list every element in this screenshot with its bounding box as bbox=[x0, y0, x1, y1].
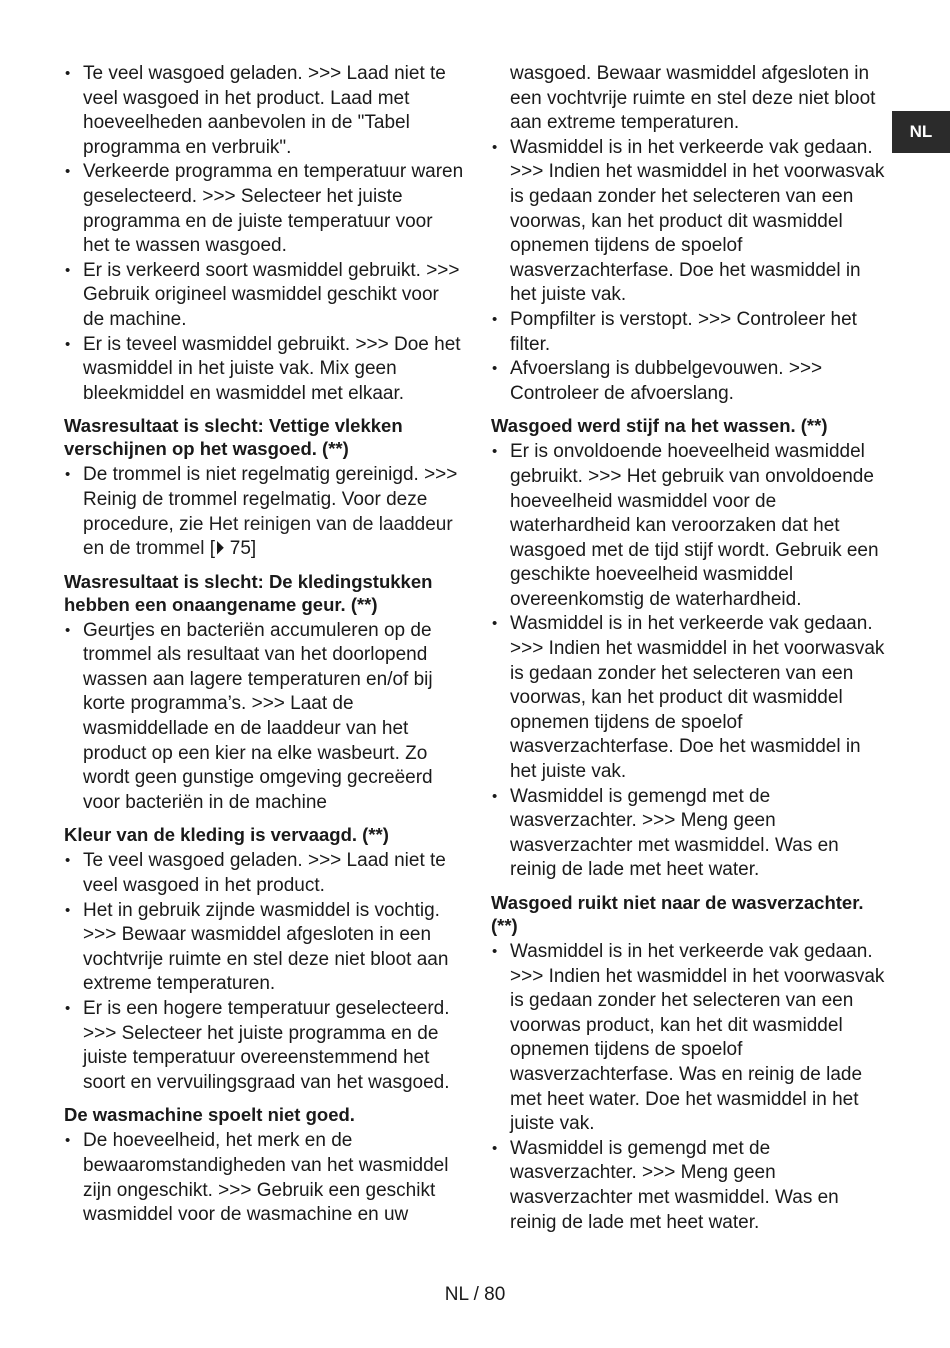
section-heading: Wasgoed ruikt niet naar de wasverzachter. (**) bbox=[491, 892, 864, 936]
list-item: • Wasmiddel is in het verkeerde vak gedaan. >>> Indien het wasmiddel in het voorwasvak is gedaan zonder het selecteren van een voorwas, kan het product dit wasmiddel opnemen tijdens de spoelof wasverzachterfase. Doe het wasmiddel in het juiste vak. bbox=[491, 136, 886, 308]
bullet-list bbox=[64, 849, 464, 1095]
left-column bbox=[64, 62, 464, 1228]
list-item: • Verkeerde programma en temperatuur waren geselecteerd. >>> Selecteer het juiste programma en de juiste temperatuur voor het te wassen wasgoed. bbox=[64, 160, 464, 258]
section-heading: Wasgoed werd stijf na het wassen. (**) bbox=[491, 415, 828, 437]
list-item: • Er is verkeerd soort wasmiddel gebruikt. >>> Gebruik origineel wasmiddel geschikt voor de machine. bbox=[64, 259, 464, 333]
bullet-list bbox=[64, 1129, 464, 1227]
list-item: • Er is teveel wasmiddel gebruikt. >>> Doe het wasmiddel in het juiste vak. Mix geen bleekmiddel en wasmiddel met elkaar. bbox=[64, 333, 464, 407]
list-item: • Geurtjes en bacteriën accumuleren op de trommel als resultaat van het doorlopend wassen aan lagere temperaturen en/of bij korte programma’s. >>> Laat de wasmiddellade en de laaddeur van het product op een kier na elke wasbeurt. Zo wordt geen gunstige omgeving gecreëerd voor bacteriën in de machine bbox=[64, 619, 464, 816]
list-item: • Er is een hogere temperatuur geselecteerd. >>> Selecteer het juiste programma en de juiste temperatuur overeenstemmend het soort en vervuilingsgraad van het wasgoed. bbox=[64, 997, 464, 1095]
list-item: • Het in gebruik zijnde wasmiddel is vochtig. >>> Bewaar wasmiddel afgesloten in een vochtvrije ruimte en stel deze niet bloot aan extreme temperaturen. bbox=[64, 899, 464, 997]
bullet-list bbox=[64, 619, 464, 816]
page-number: NL / 80 bbox=[444, 1284, 506, 1305]
bullet-list bbox=[491, 440, 886, 883]
continued-text: wasgoed. Bewaar wasmiddel afgesloten in een vochtvrije ruimte en stel deze niet bloot aan extreme temperaturen. bbox=[510, 63, 876, 134]
list-item: • Wasmiddel is in het verkeerde vak gedaan. >>> Indien het wasmiddel in het voorwasvak is gedaan zonder het selecteren van een voorwas, kan het product dit wasmiddel opnemen tijdens de spoelof wasverzachterfase. Doe het wasmiddel in het juiste vak. bbox=[491, 612, 886, 784]
bullet-list bbox=[491, 940, 886, 1235]
list-item: • Te veel wasgoed geladen. >>> Laad niet te veel wasgoed in het product. Laad met hoeveelheden aanbevolen in de "Tabel programma en verbruik". bbox=[64, 62, 464, 160]
list-item: • Te veel wasgoed geladen. >>> Laad niet te veel wasgoed in het product. bbox=[64, 849, 464, 898]
bullet-list bbox=[64, 463, 464, 561]
bullet-list bbox=[64, 62, 464, 406]
section-heading: Wasresultaat is slecht: De kledingstukken hebben een onaangename geur. (**) bbox=[64, 570, 433, 615]
item-text: De trommel is niet regelmatig gereinigd. >>> Reinig de trommel regelmatig. Voor deze procedure, zie bbox=[83, 464, 458, 535]
list-item: • Er is onvoldoende hoeveelheid wasmiddel gebruikt. >>> Het gebruik van onvoldoende hoeveelheid wasmiddel voor de waterhardheid kan veroorzaken dat het wasgoed met de tijd stijf wordt. Gebruik een geschikte hoeveelheid wasmiddel overeenkomstig de waterhardheid. bbox=[491, 440, 886, 612]
list-item: • Wasmiddel is gemengd met de wasverzachter. >>> Meng geen wasverzachter met wasmiddel. Was en reinig de lade met heet water. bbox=[491, 785, 886, 883]
list-item: • Pompfilter is verstopt. >>> Controleer het filter. bbox=[491, 308, 886, 357]
list-item: • De hoeveelheid, het merk en de bewaaromstandigheden van het wasmiddel zijn ongeschikt. >>> Gebruik een geschikt wasmiddel voor de wasmachine en uw bbox=[64, 1129, 464, 1227]
list-item: • Wasmiddel is gemengd met de wasverzachter. >>> Meng geen wasverzachter met wasmiddel. Was en reinig de lade met heet water. bbox=[491, 1137, 886, 1235]
bullet-list bbox=[491, 136, 886, 407]
section-heading: Kleur van de kleding is vervaagd. (**) bbox=[64, 824, 389, 846]
language-tab: NL bbox=[892, 111, 950, 153]
section-heading: Wasresultaat is slecht: Vettige vlekken verschijnen op het wasgoed. (**) bbox=[64, 415, 403, 460]
right-column bbox=[491, 62, 886, 1235]
list-item: • Wasmiddel is in het verkeerde vak gedaan. >>> Indien het wasmiddel in het voorwasvak is gedaan zonder het selecteren van een voorwas product, kan het dit wasmiddel opnemen tijdens de spoelof wasverzachterfase. Was en reinig de lade met heet water. Doe het wasmiddel in het juiste vak. bbox=[491, 940, 886, 1137]
page-reference: [⏵ 75] bbox=[204, 538, 257, 560]
list-item bbox=[64, 463, 464, 561]
cross-reference-link[interactable]: Het reinigen van de laaddeur en de trommel bbox=[83, 513, 453, 560]
section-heading: De wasmachine spoelt niet goed. bbox=[64, 1104, 355, 1126]
list-item: • Afvoerslang is dubbelgevouwen. >>> Controleer de afvoerslang. bbox=[491, 357, 886, 406]
